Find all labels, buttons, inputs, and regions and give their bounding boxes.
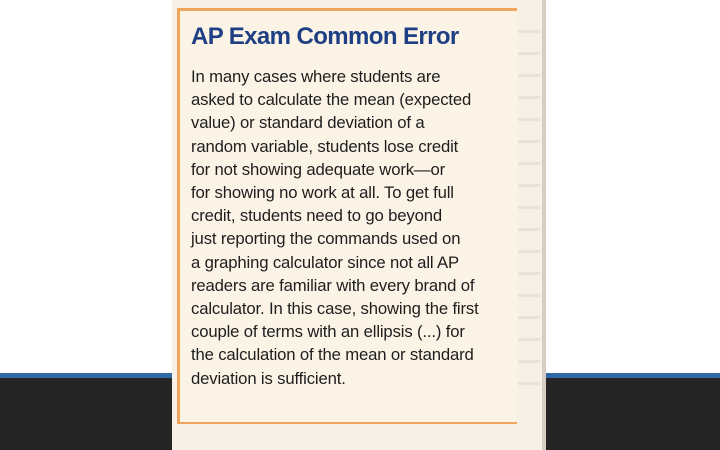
body-line: asked to calculate the mean (expected [191,90,472,110]
callout-title: AP Exam Common Error [191,23,459,50]
body-line: In many cases where students are [191,67,441,86]
body-line: deviation is sufficient. [191,368,346,388]
callout-body [191,65,479,390]
body-line: calculator. In this case, showing the first [191,299,479,319]
body-line: the calculation of the mean or standard [191,345,474,365]
body-line: for showing no work at all. To get full [191,183,454,203]
body-line: value) or standard deviation of a [191,113,425,133]
body-line: credit, students need to go beyond [191,206,442,226]
body-line: for not showing adequate work—or [191,159,446,179]
body-line: a graphing calculator since not all AP [191,252,459,272]
body-line: couple of terms with an ellipsis (...) for [191,322,465,342]
common-error-callout [177,8,517,424]
bleed-through-text [518,30,540,390]
body-line: readers are familiar with every brand of [191,275,475,295]
body-line: random variable, students lose credit [191,136,459,156]
scanned-page-image [172,0,546,450]
body-line: just reporting the commands used on [191,229,461,249]
page-edge-shadow [542,0,546,450]
